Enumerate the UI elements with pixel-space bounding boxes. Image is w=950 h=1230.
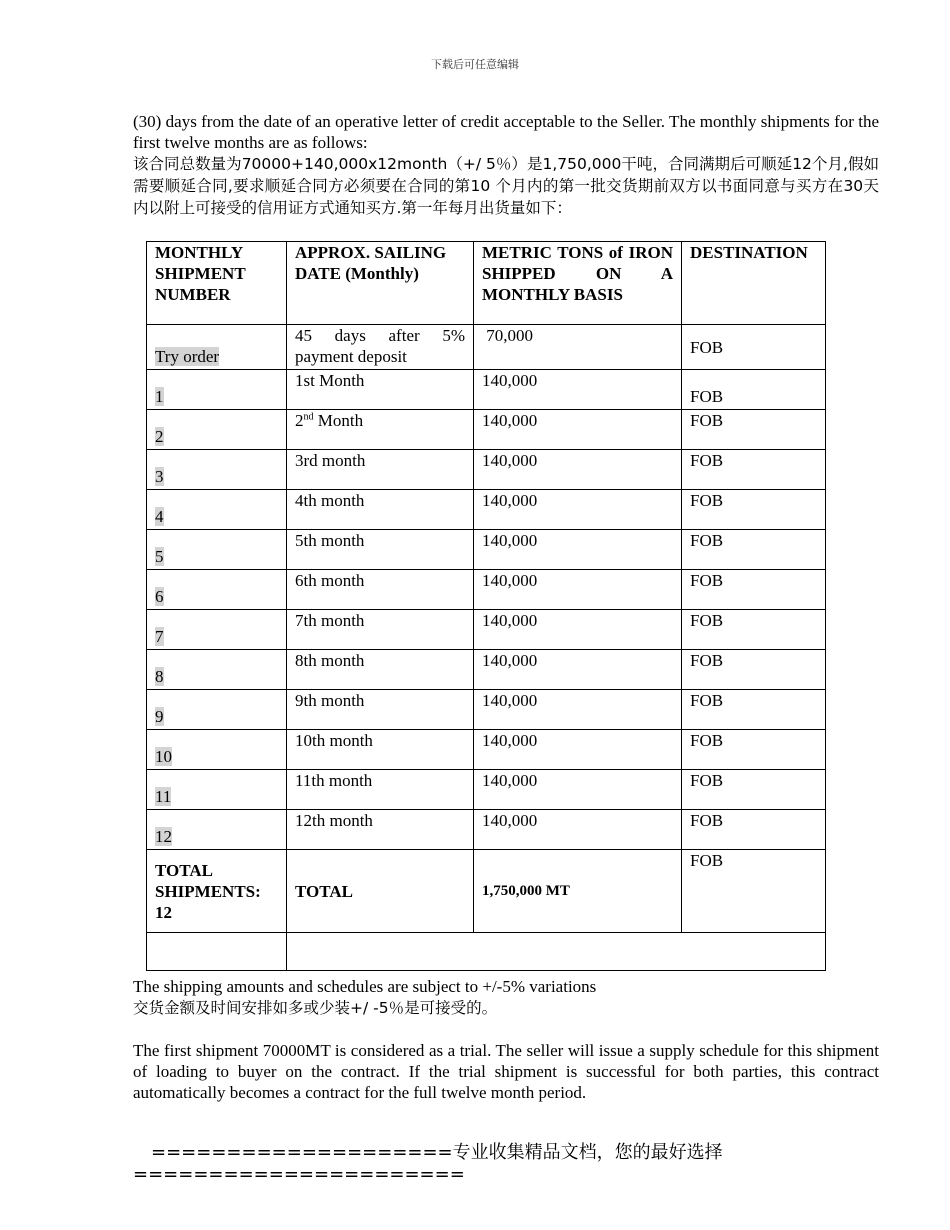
shipment-number: 7 bbox=[155, 627, 164, 646]
table-row bbox=[147, 730, 826, 770]
table-row bbox=[147, 450, 826, 490]
sailing-date-suffix: nd bbox=[303, 411, 314, 423]
shipment-number-cell bbox=[147, 325, 287, 370]
sailing-date-cell: 6th month bbox=[287, 570, 474, 610]
destination-cell: FOB bbox=[682, 650, 826, 690]
sailing-date-number: 2 bbox=[295, 411, 304, 430]
destination-cell: FOB bbox=[682, 730, 826, 770]
total-destination-cell: FOB bbox=[682, 850, 826, 933]
destination-cell: FOB bbox=[682, 770, 826, 810]
sailing-date-cell: 45 days after 5% payment deposit bbox=[287, 325, 474, 370]
shipment-number-cell bbox=[147, 490, 287, 530]
tons-cell: 140,000 bbox=[474, 610, 682, 650]
table-row bbox=[147, 770, 826, 810]
blank-cell bbox=[147, 933, 287, 971]
shipment-number: 8 bbox=[155, 667, 164, 686]
shipment-number-cell bbox=[147, 730, 287, 770]
header-metric-tons: METRIC TONS of IRON SHIPPED ON A MONTHLY BASIS bbox=[474, 242, 682, 325]
destination-cell: FOB bbox=[682, 450, 826, 490]
table-total-row bbox=[147, 850, 826, 933]
shipment-number: 12 bbox=[155, 827, 172, 846]
sailing-date-cell bbox=[287, 410, 474, 450]
tons-cell: 140,000 bbox=[474, 450, 682, 490]
tons-cell: 140,000 bbox=[474, 770, 682, 810]
sailing-date-cell: 12th month bbox=[287, 810, 474, 850]
shipment-number-cell bbox=[147, 410, 287, 450]
header-destination: DESTINATION bbox=[682, 242, 826, 325]
footer-line-2: ====================== bbox=[133, 1164, 465, 1185]
table-blank-row bbox=[147, 933, 826, 971]
footer-banner bbox=[133, 1142, 879, 1186]
tons-cell: 140,000 bbox=[474, 370, 682, 410]
sailing-date-cell: 8th month bbox=[287, 650, 474, 690]
tons-cell: 140,000 bbox=[474, 690, 682, 730]
header-note: 下载后可任意编辑 bbox=[431, 58, 519, 71]
sailing-date-cell: 7th month bbox=[287, 610, 474, 650]
tons-cell: 140,000 bbox=[474, 530, 682, 570]
sailing-date-cell: 11th month bbox=[287, 770, 474, 810]
tons-cell: 140,000 bbox=[474, 730, 682, 770]
sailing-date-cell: 10th month bbox=[287, 730, 474, 770]
destination-cell: FOB bbox=[682, 490, 826, 530]
tons-cell: 70,000 bbox=[474, 325, 682, 370]
sailing-date-cell: 1st Month bbox=[287, 370, 474, 410]
shipment-schedule-table bbox=[146, 241, 826, 971]
header-shipment-number: MONTHLY SHIPMENT NUMBER bbox=[147, 242, 287, 325]
destination-cell: FOB bbox=[682, 690, 826, 730]
table-row-try-order bbox=[147, 325, 826, 370]
shipment-number-cell bbox=[147, 650, 287, 690]
shipment-number: 1 bbox=[155, 387, 164, 406]
destination-cell: FOB bbox=[682, 370, 826, 410]
shipment-number-cell bbox=[147, 810, 287, 850]
sailing-date-cell: 3rd month bbox=[287, 450, 474, 490]
shipment-number: Try order bbox=[155, 347, 220, 366]
shipment-number: 11 bbox=[155, 787, 172, 806]
destination-cell: FOB bbox=[682, 570, 826, 610]
shipment-number-cell bbox=[147, 530, 287, 570]
total-label-cell: TOTAL bbox=[287, 850, 474, 933]
destination-cell: FOB bbox=[682, 610, 826, 650]
table-row bbox=[147, 810, 826, 850]
variation-note-english: The shipping amounts and schedules are subject to +/-5% variations bbox=[133, 977, 597, 996]
shipment-number-cell bbox=[147, 610, 287, 650]
sailing-date-cell: 9th month bbox=[287, 690, 474, 730]
shipment-number-cell bbox=[147, 370, 287, 410]
header-sailing-date: APPROX. SAILING DATE (Monthly) bbox=[287, 242, 474, 325]
tons-cell: 140,000 bbox=[474, 650, 682, 690]
table-row bbox=[147, 650, 826, 690]
table-row bbox=[147, 410, 826, 450]
destination-cell: FOB bbox=[682, 325, 826, 370]
trial-shipment-note: The first shipment 70000MT is considered as a trial. The seller will issue a supply schedule for this shipment of loading to buyer on the contract. If the trial shipment is successful for both parties, this contract automatically becomes a contract for the full twelve month period. bbox=[133, 1041, 879, 1102]
shipment-number-cell bbox=[147, 690, 287, 730]
intro-section bbox=[133, 111, 879, 219]
tons-cell: 140,000 bbox=[474, 410, 682, 450]
shipment-number: 6 bbox=[155, 587, 164, 606]
shipment-number: 5 bbox=[155, 547, 164, 566]
table-row bbox=[147, 530, 826, 570]
sailing-date-cell: 5th month bbox=[287, 530, 474, 570]
table-row bbox=[147, 370, 826, 410]
sailing-date-rest: Month bbox=[313, 411, 364, 430]
variation-note-chinese: 交货金额及时间安排如多或少装+/ -5％是可接受的。 bbox=[133, 999, 498, 1017]
shipment-number: 9 bbox=[155, 707, 164, 726]
shipment-number-cell bbox=[147, 450, 287, 490]
variation-note bbox=[133, 976, 879, 1019]
sailing-date-cell: 4th month bbox=[287, 490, 474, 530]
total-tons-cell: 1,750,000 MT bbox=[474, 850, 682, 933]
blank-cell-wide bbox=[287, 933, 826, 971]
destination-cell: FOB bbox=[682, 530, 826, 570]
destination-cell: FOB bbox=[682, 810, 826, 850]
table-row bbox=[147, 690, 826, 730]
footer-line-1: ====================专业收集精品文档，您的最好选择 bbox=[151, 1142, 723, 1163]
shipment-number: 4 bbox=[155, 507, 164, 526]
table-row bbox=[147, 490, 826, 530]
table-row bbox=[147, 610, 826, 650]
tons-cell: 140,000 bbox=[474, 810, 682, 850]
intro-chinese: 该合同总数量为70000+140,000x12month（+/ 5％）是1,750,000干吨，合同满期后可顺延12个月,假如需要顺延合同,要求顺延合同方必须要在合同的第10 个月内的第一批交货期前双方以书面同意与买方在30天内以附上可接受的信用证方式通知买方.第一年每月出货量如下： bbox=[133, 155, 879, 217]
shipment-number-cell bbox=[147, 770, 287, 810]
table-header-row bbox=[147, 242, 826, 325]
shipment-number-cell bbox=[147, 570, 287, 610]
total-shipments-cell: TOTAL SHIPMENTS: 12 bbox=[147, 850, 287, 933]
tons-cell: 140,000 bbox=[474, 570, 682, 610]
destination-cell: FOB bbox=[682, 410, 826, 450]
table-row bbox=[147, 570, 826, 610]
shipment-number: 10 bbox=[155, 747, 172, 766]
tons-cell: 140,000 bbox=[474, 490, 682, 530]
intro-english: (30) days from the date of an operative letter of credit acceptable to the Seller. The monthly shipments for the first twelve months are as follows: bbox=[133, 112, 879, 152]
shipment-number: 3 bbox=[155, 467, 164, 486]
shipment-number: 2 bbox=[155, 427, 164, 446]
